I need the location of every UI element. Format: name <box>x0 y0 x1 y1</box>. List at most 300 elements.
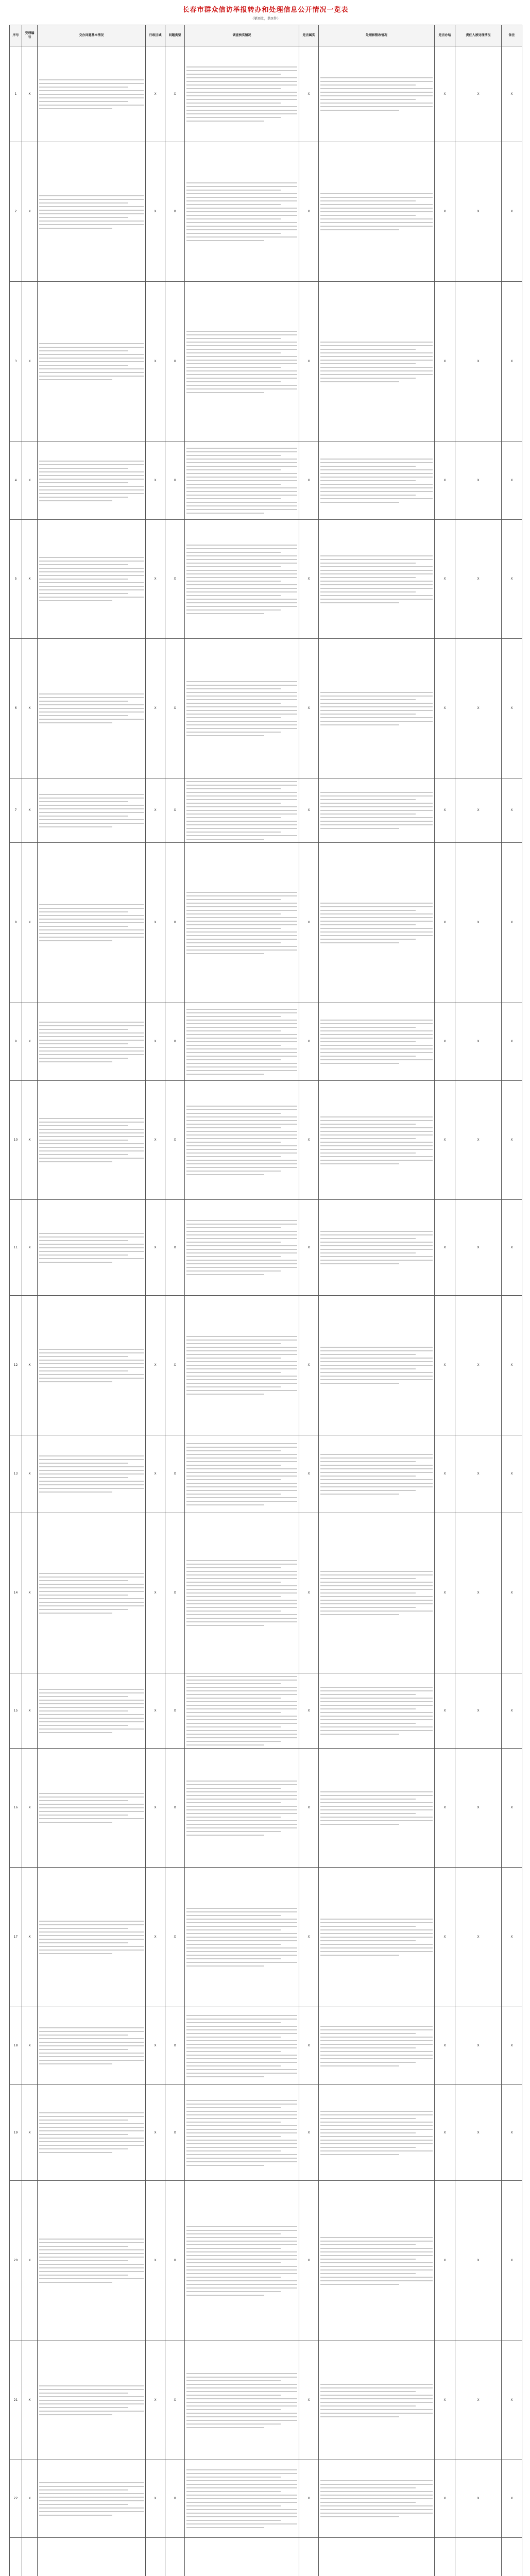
text-line-placeholder <box>186 1784 297 1785</box>
text-line-placeholder <box>320 2065 399 2066</box>
text-line-placeholder <box>320 1701 433 1702</box>
text-line-placeholder <box>186 609 281 611</box>
completed-cell: X <box>435 1673 455 1749</box>
text-line-placeholder <box>186 1621 297 1622</box>
text-line-placeholder <box>320 2384 433 2385</box>
text-line-placeholder <box>186 1712 281 1713</box>
illegible-text-block <box>186 1106 297 1175</box>
accountability-cell: X <box>455 1296 502 1435</box>
text-line-placeholder <box>39 589 144 590</box>
investigation-text <box>185 1081 299 1200</box>
text-line-placeholder <box>39 2482 144 2483</box>
text-line-placeholder <box>320 599 433 600</box>
text-line-placeholder <box>39 1036 144 1037</box>
completed-cell: X <box>435 1081 455 1200</box>
completed-cell: X <box>435 442 455 520</box>
text-line-placeholder <box>39 1043 128 1044</box>
text-line-placeholder <box>186 2118 297 2119</box>
case-description <box>38 2341 146 2460</box>
note-cell: X <box>502 442 522 520</box>
text-line-placeholder <box>320 917 433 918</box>
text-line-placeholder <box>39 2504 128 2505</box>
text-line-placeholder <box>39 1247 144 1248</box>
text-line-placeholder <box>186 928 281 929</box>
text-line-placeholder <box>320 2266 433 2267</box>
text-line-placeholder <box>320 2044 433 2045</box>
issue-type-cell: X <box>165 1296 185 1435</box>
text-line-placeholder <box>186 81 297 82</box>
text-line-placeholder <box>186 1799 297 1800</box>
text-line-placeholder <box>186 788 281 789</box>
region-cell: X <box>146 46 165 142</box>
text-line-placeholder <box>39 1577 144 1578</box>
text-line-placeholder <box>186 352 281 353</box>
text-line-placeholder <box>320 378 416 379</box>
text-line-placeholder <box>186 2413 297 2414</box>
text-line-placeholder <box>39 2497 144 2498</box>
text-line-placeholder <box>320 204 433 205</box>
text-line-placeholder <box>186 193 297 194</box>
text-line-placeholder <box>320 939 416 940</box>
illegible-text-block <box>186 2015 297 2077</box>
text-line-placeholder <box>186 1919 297 1920</box>
verified-cell: X <box>299 142 319 282</box>
text-line-placeholder <box>320 1131 433 1132</box>
text-line-placeholder <box>186 1379 297 1380</box>
text-line-placeholder <box>39 819 144 820</box>
text-line-placeholder <box>186 692 297 693</box>
case-id: X <box>22 2007 38 2085</box>
case-description <box>38 1868 146 2007</box>
accountability-cell: X <box>455 843 502 1003</box>
text-line-placeholder <box>320 1030 433 1031</box>
text-line-placeholder <box>186 113 297 114</box>
illegible-text-block <box>320 555 433 603</box>
text-line-placeholder <box>39 568 144 569</box>
text-line-placeholder <box>39 937 144 938</box>
text-line-placeholder <box>39 1584 144 1585</box>
text-line-placeholder <box>186 714 297 715</box>
text-line-placeholder <box>320 103 433 104</box>
region-cell: X <box>146 778 165 843</box>
text-line-placeholder <box>320 110 399 111</box>
text-line-placeholder <box>39 711 144 713</box>
text-line-placeholder <box>39 379 112 380</box>
text-line-placeholder <box>186 1788 281 1789</box>
text-line-placeholder <box>186 1962 297 1963</box>
text-line-placeholder <box>320 1486 433 1487</box>
accountability-cell: X <box>455 1868 502 2007</box>
text-line-placeholder <box>320 570 433 571</box>
text-line-placeholder <box>320 2255 433 2256</box>
issue-type-cell: X <box>165 46 185 142</box>
text-line-placeholder <box>39 2393 128 2394</box>
text-line-placeholder <box>186 931 297 933</box>
text-line-placeholder <box>186 491 297 492</box>
text-line-placeholder <box>320 1468 433 1469</box>
text-line-placeholder <box>186 1726 281 1727</box>
case-id: X <box>22 2341 38 2460</box>
text-line-placeholder <box>186 552 281 553</box>
text-line-placeholder <box>186 2129 297 2130</box>
text-line-placeholder <box>186 1560 297 1561</box>
handling-text <box>319 1081 435 1200</box>
case-id: X <box>22 46 38 142</box>
accountability-cell: X <box>455 1513 502 1673</box>
text-line-placeholder <box>186 2040 297 2041</box>
text-line-placeholder <box>320 1124 416 1125</box>
text-line-placeholder <box>186 584 297 585</box>
text-line-placeholder <box>39 2123 144 2124</box>
text-line-placeholder <box>186 334 297 335</box>
text-line-placeholder <box>39 1587 144 1588</box>
text-line-placeholder <box>39 101 128 102</box>
completed-cell <box>435 2538 455 2576</box>
text-line-placeholder <box>39 347 144 348</box>
case-description <box>38 2007 146 2085</box>
accountability-cell: X <box>455 1200 502 1296</box>
text-line-placeholder <box>186 1167 297 1168</box>
text-line-placeholder <box>186 1134 297 1136</box>
text-line-placeholder <box>320 2487 416 2488</box>
text-line-placeholder <box>186 2058 297 2059</box>
text-line-placeholder <box>186 2420 297 2421</box>
text-line-placeholder <box>186 917 297 918</box>
text-line-placeholder <box>186 1734 297 1735</box>
investigation-text <box>185 2007 299 2085</box>
text-line-placeholder <box>39 87 128 88</box>
text-line-placeholder <box>186 1127 281 1128</box>
text-line-placeholder <box>39 1721 144 1722</box>
note-cell: X <box>502 1868 522 2007</box>
case-description <box>38 46 146 142</box>
accountability-cell: X <box>455 1003 502 1081</box>
text-line-placeholder <box>39 1609 128 1610</box>
investigation-text <box>185 2538 299 2576</box>
text-line-placeholder <box>186 1589 297 1590</box>
text-line-placeholder <box>186 824 297 825</box>
text-line-placeholder <box>39 812 144 813</box>
text-line-placeholder <box>186 1687 297 1688</box>
row-number: 19 <box>10 2085 22 2181</box>
case-description <box>38 1003 146 1081</box>
column-header: 是否属实 <box>299 25 319 46</box>
illegible-text-block <box>320 1020 433 1064</box>
text-line-placeholder <box>186 1145 297 1146</box>
case-id: X <box>22 442 38 520</box>
text-line-placeholder <box>39 1459 144 1460</box>
completed-cell: X <box>435 142 455 282</box>
text-line-placeholder <box>39 2246 128 2247</box>
text-line-placeholder <box>320 1023 433 1024</box>
text-line-placeholder <box>320 88 433 89</box>
text-line-placeholder <box>186 2395 281 2396</box>
case-description <box>38 1296 146 1435</box>
region-cell: X <box>146 442 165 520</box>
text-line-placeholder <box>186 1045 281 1046</box>
completed-cell: X <box>435 1435 455 1513</box>
text-line-placeholder <box>320 1372 433 1373</box>
text-line-placeholder <box>320 921 433 922</box>
text-line-placeholder <box>39 365 128 366</box>
text-line-placeholder <box>186 2416 297 2417</box>
case-description <box>38 1200 146 1296</box>
text-line-placeholder <box>320 381 399 382</box>
text-line-placeholder <box>320 360 433 361</box>
text-line-placeholder <box>320 2505 433 2506</box>
text-line-placeholder <box>186 814 297 815</box>
text-line-placeholder <box>186 2122 281 2123</box>
text-line-placeholder <box>39 376 144 377</box>
text-line-placeholder <box>39 79 144 80</box>
text-line-placeholder <box>39 368 144 369</box>
text-line-placeholder <box>186 1915 281 1916</box>
text-line-placeholder <box>320 1127 433 1128</box>
text-line-placeholder <box>186 2405 297 2406</box>
text-line-placeholder <box>39 593 128 594</box>
table-row <box>10 46 522 142</box>
text-line-placeholder <box>186 1607 297 1608</box>
investigation-text <box>185 1749 299 1868</box>
text-line-placeholder <box>39 816 128 817</box>
text-line-placeholder <box>186 1795 297 1796</box>
text-line-placeholder <box>320 824 433 825</box>
text-line-placeholder <box>186 338 281 339</box>
text-line-placeholder <box>320 1059 433 1060</box>
region-cell: X <box>146 520 165 639</box>
text-line-placeholder <box>320 1592 416 1594</box>
illegible-text-block <box>39 2482 144 2516</box>
accountability-cell: X <box>455 2460 502 2538</box>
text-line-placeholder <box>186 1109 297 1110</box>
text-line-placeholder <box>186 1174 264 1175</box>
text-line-placeholder <box>186 2047 297 2048</box>
text-line-placeholder <box>186 803 281 804</box>
text-line-placeholder <box>39 486 144 487</box>
case-description <box>38 442 146 520</box>
text-line-placeholder <box>186 906 297 907</box>
text-line-placeholder <box>320 1820 433 1821</box>
text-line-placeholder <box>186 821 297 822</box>
investigation-text <box>185 1003 299 1081</box>
text-line-placeholder <box>186 226 297 227</box>
text-line-placeholder <box>186 1249 297 1250</box>
accountability-cell: X <box>455 2085 502 2181</box>
text-line-placeholder <box>39 1143 144 1144</box>
text-line-placeholder <box>39 1598 144 1599</box>
text-line-placeholder <box>186 2273 297 2274</box>
text-line-placeholder <box>186 1806 297 1807</box>
illegible-text-block <box>320 2480 433 2517</box>
handling-text <box>319 2007 435 2085</box>
text-line-placeholder <box>186 1245 297 1246</box>
text-line-placeholder <box>320 1120 433 1121</box>
text-line-placeholder <box>39 722 112 723</box>
illegible-text-block <box>186 2100 297 2166</box>
illegible-text-block <box>39 461 144 501</box>
text-line-placeholder <box>39 1122 144 1123</box>
illegible-text-block <box>39 2027 144 2064</box>
text-line-placeholder <box>186 953 264 954</box>
verified-cell: X <box>299 1868 319 2007</box>
text-line-placeholder <box>320 2516 399 2517</box>
text-line-placeholder <box>186 1350 297 1351</box>
illegible-text-block <box>320 1919 433 1956</box>
text-line-placeholder <box>186 1234 297 1235</box>
text-line-placeholder <box>39 202 128 204</box>
text-line-placeholder <box>186 910 297 911</box>
text-line-placeholder <box>186 1965 264 1967</box>
text-line-placeholder <box>39 210 144 211</box>
text-line-placeholder <box>186 1504 264 1505</box>
text-line-placeholder <box>39 475 144 476</box>
text-line-placeholder <box>186 374 297 375</box>
text-line-placeholder <box>186 1781 297 1782</box>
illegible-text-block <box>320 1231 433 1264</box>
note-cell: X <box>502 843 522 1003</box>
text-line-placeholder <box>186 360 297 361</box>
text-line-placeholder <box>186 92 297 93</box>
text-line-placeholder <box>186 591 297 592</box>
completed-cell: X <box>435 1200 455 1296</box>
completed-cell: X <box>435 639 455 778</box>
note-cell: X <box>502 2181 522 2341</box>
text-line-placeholder <box>320 1383 399 1384</box>
text-line-placeholder <box>320 703 433 704</box>
text-line-placeholder <box>320 1802 433 1803</box>
issue-type-cell: X <box>165 1749 185 1868</box>
text-line-placeholder <box>186 724 297 725</box>
text-line-placeholder <box>320 1347 433 1348</box>
text-line-placeholder <box>39 206 144 207</box>
text-line-placeholder <box>320 714 416 715</box>
text-line-placeholder <box>320 2402 433 2403</box>
text-line-placeholder <box>39 1032 144 1033</box>
text-line-placeholder <box>39 1161 112 1162</box>
text-line-placeholder <box>320 1919 433 1920</box>
text-line-placeholder <box>186 1267 297 1268</box>
table-row <box>10 2460 522 2538</box>
text-line-placeholder <box>186 1741 281 1742</box>
text-line-placeholder <box>320 1350 433 1351</box>
text-line-placeholder <box>186 1461 297 1462</box>
note-cell: X <box>502 2007 522 2085</box>
completed-cell: X <box>435 1003 455 1081</box>
text-line-placeholder <box>320 903 433 904</box>
text-line-placeholder <box>39 461 144 462</box>
text-line-placeholder <box>39 600 112 601</box>
text-line-placeholder <box>320 696 433 697</box>
handling-text <box>319 2085 435 2181</box>
text-line-placeholder <box>186 1138 297 1139</box>
handling-text <box>319 843 435 1003</box>
text-line-placeholder <box>186 1066 297 1067</box>
text-line-placeholder <box>320 2029 433 2030</box>
text-line-placeholder <box>186 1564 297 1565</box>
text-line-placeholder <box>39 933 144 934</box>
illegible-text-block <box>39 79 144 109</box>
text-line-placeholder <box>39 1692 144 1693</box>
row-number: 1 <box>10 46 22 142</box>
case-description <box>38 843 146 1003</box>
completed-cell: X <box>435 1868 455 2007</box>
note-cell: X <box>502 1200 522 1296</box>
issue-type-cell: X <box>165 1673 185 1749</box>
text-line-placeholder <box>186 2022 281 2023</box>
text-line-placeholder <box>186 1458 297 1459</box>
case-description <box>38 1081 146 1200</box>
verified-cell: X <box>299 2460 319 2538</box>
handling-text <box>319 442 435 520</box>
text-line-placeholder <box>186 548 297 549</box>
text-line-placeholder <box>320 498 433 499</box>
text-line-placeholder <box>186 1052 297 1053</box>
text-line-placeholder <box>186 1443 297 1444</box>
text-line-placeholder <box>186 1937 297 1938</box>
text-line-placeholder <box>186 2158 297 2159</box>
text-line-placeholder <box>320 2498 433 2499</box>
text-line-placeholder <box>39 2260 128 2261</box>
text-line-placeholder <box>320 2391 416 2392</box>
text-line-placeholder <box>39 361 144 362</box>
row-number: 20 <box>10 2181 22 2341</box>
note-cell: X <box>502 2460 522 2538</box>
text-line-placeholder <box>186 2284 297 2285</box>
text-line-placeholder <box>186 810 297 811</box>
text-line-placeholder <box>186 331 297 332</box>
text-line-placeholder <box>186 2161 297 2162</box>
text-line-placeholder <box>186 381 281 382</box>
text-line-placeholder <box>186 2076 264 2077</box>
completed-cell: X <box>435 46 455 142</box>
table-row <box>10 142 522 282</box>
text-line-placeholder <box>320 799 416 800</box>
text-line-placeholder <box>39 1158 144 1159</box>
row-number: 4 <box>10 442 22 520</box>
text-line-placeholder <box>186 1611 281 1612</box>
text-line-placeholder <box>320 1260 433 1261</box>
text-line-placeholder <box>320 1937 433 1938</box>
text-line-placeholder <box>39 1047 144 1048</box>
text-line-placeholder <box>186 385 297 386</box>
text-line-placeholder <box>186 1827 297 1828</box>
text-line-placeholder <box>186 703 281 704</box>
case-id: X <box>22 1003 38 1081</box>
table-row <box>10 1513 522 1673</box>
text-line-placeholder <box>320 466 416 467</box>
text-line-placeholder <box>186 799 297 800</box>
illegible-text-block <box>320 459 433 503</box>
investigation-text <box>185 282 299 442</box>
text-line-placeholder <box>320 473 433 474</box>
text-line-placeholder <box>186 2516 297 2517</box>
text-line-placeholder <box>186 1723 297 1724</box>
text-line-placeholder <box>320 84 416 86</box>
accountability-cell: X <box>455 282 502 442</box>
completed-cell: X <box>435 2460 455 2538</box>
text-line-placeholder <box>186 828 297 829</box>
handling-text <box>319 1296 435 1435</box>
illegible-text-block <box>39 195 144 229</box>
text-line-placeholder <box>39 2049 128 2050</box>
note-cell: X <box>502 46 522 142</box>
text-line-placeholder <box>39 561 144 562</box>
text-line-placeholder <box>320 1156 433 1157</box>
text-line-placeholder <box>39 2116 144 2117</box>
text-line-placeholder <box>320 559 433 560</box>
text-line-placeholder <box>186 66 297 67</box>
text-line-placeholder <box>39 1050 144 1052</box>
